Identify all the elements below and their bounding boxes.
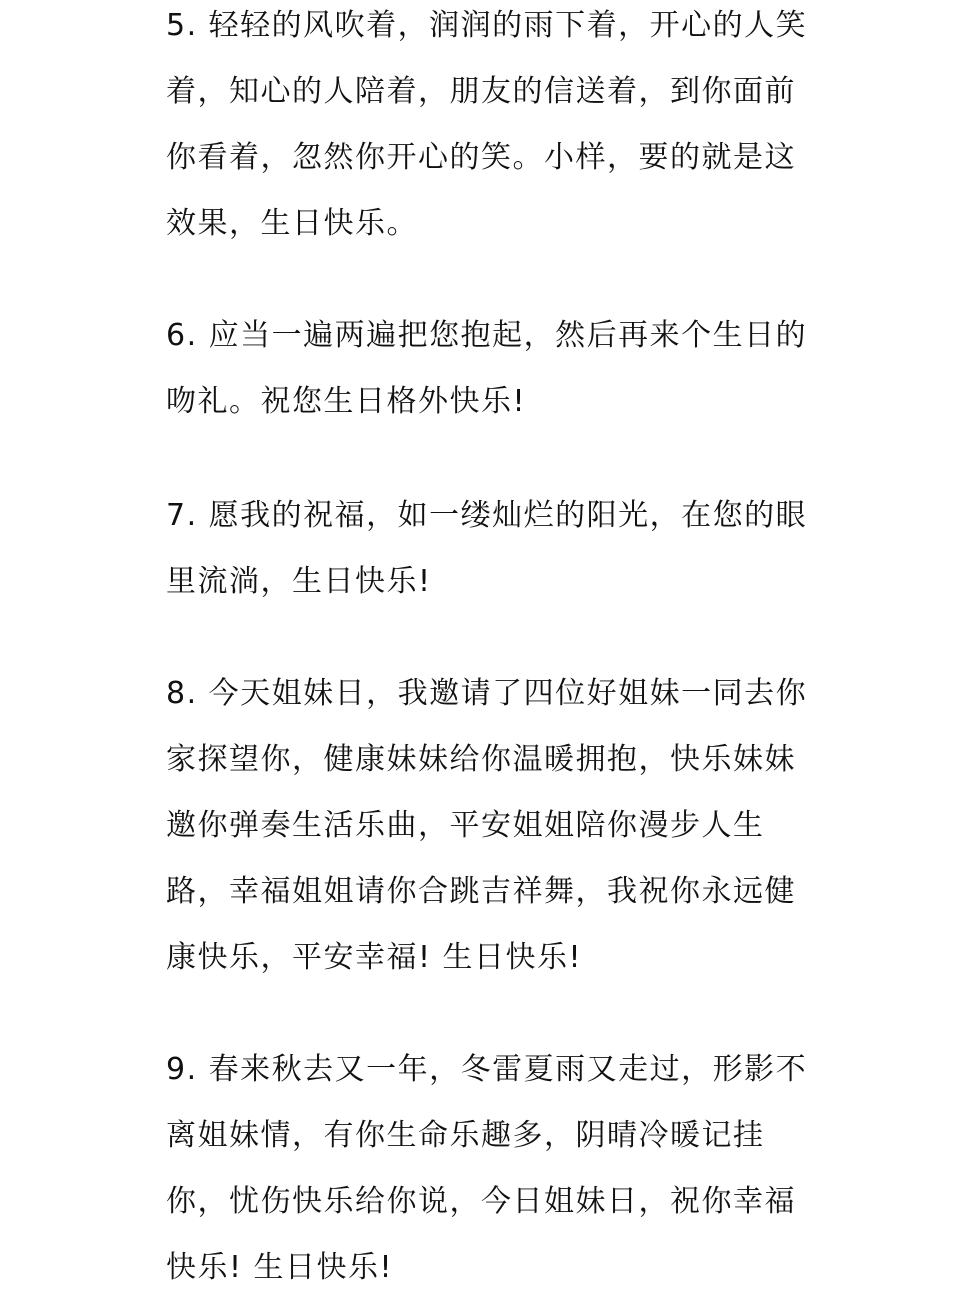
text-line: 康快乐，平安幸福! 生日快乐! (166, 940, 583, 975)
text-line: 7. 愿我的祝福，如一缕灿烂的阳光，在您的眼 (166, 498, 808, 533)
text-line: 着，知心的人陪着，朋友的信送着，到你面前 (166, 74, 796, 109)
wish-paragraph-8 (166, 661, 808, 991)
text-line: 6. 应当一遍两遍把您抱起，然后再来个生日的 (166, 318, 808, 353)
text-line: 8. 今天姐妹日，我邀请了四位好姐妹一同去你 (166, 676, 808, 711)
wish-paragraph-5 (166, 0, 808, 257)
text-line: 家探望你，健康妹妹给你温暖拥抱，快乐妹妹 (166, 742, 796, 777)
wish-paragraph-6 (166, 303, 808, 435)
text-line: 路，幸福姐姐请你合跳吉祥舞，我祝你永远健 (166, 874, 796, 909)
text-line: 离姐妹情，有你生命乐趣多，阴晴冷暖记挂 (166, 1118, 765, 1153)
text-line: 快乐! 生日快乐! (166, 1250, 394, 1285)
text-line: 5. 轻轻的风吹着，润润的雨下着，开心的人笑 (166, 8, 808, 43)
text-line: 你，忧伤快乐给你说，今日姐妹日，祝你幸福 (166, 1184, 796, 1219)
wish-paragraph-9 (166, 1037, 808, 1301)
wish-paragraph-7 (166, 483, 808, 615)
text-line: 效果，生日快乐。 (166, 206, 418, 241)
text-line: 吻礼。祝您生日格外快乐! (166, 384, 527, 419)
text-line: 你看着，忽然你开心的笑。小样，要的就是这 (166, 140, 796, 175)
text-line: 9. 春来秋去又一年，冬雷夏雨又走过，形影不 (166, 1052, 808, 1087)
text-line: 里流淌，生日快乐! (166, 564, 432, 599)
text-line: 邀你弹奏生活乐曲，平安姐姐陪你漫步人生 (166, 808, 765, 843)
